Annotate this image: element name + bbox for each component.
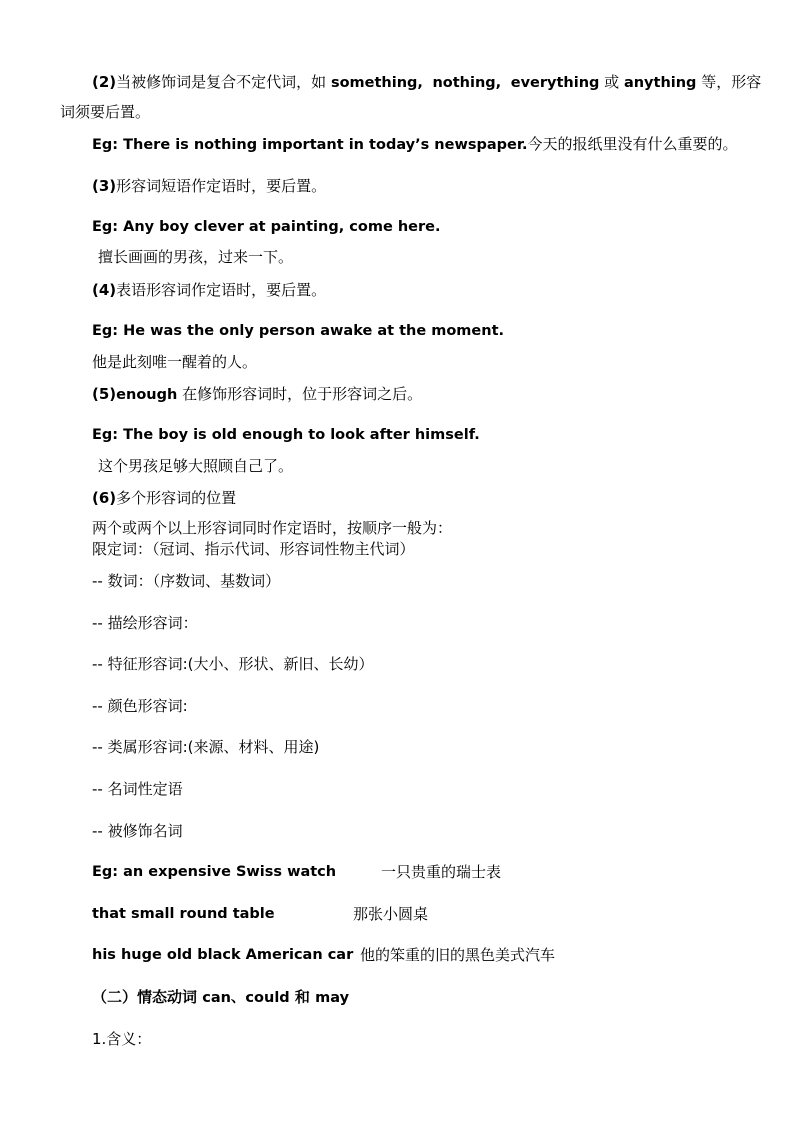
example-english: Eg: an expensive Swiss watch — [92, 864, 337, 880]
example-chinese: 这个男孩足够大照顾自己了。 — [98, 457, 294, 475]
keyword: everything — [510, 75, 600, 91]
example-english: Eg: The boy is old enough to look after himself. — [92, 427, 480, 443]
order-intro: 两个或两个以上形容词同时作定语时，按顺序一般为： — [92, 519, 453, 537]
keyword: something, — [330, 75, 423, 91]
paragraph-text: 当被修饰词是复合不定代词，如 — [116, 73, 331, 91]
item-number: (4) — [92, 281, 117, 299]
paragraph-text: 多个形容词的位置 — [116, 489, 237, 507]
item-number: (5) — [92, 385, 117, 403]
keyword: nothing, — [432, 75, 502, 91]
order-item: -- 名词性定语 — [92, 780, 183, 798]
example-chinese: 他是此刻唯一醒着的人。 — [92, 353, 258, 371]
example-chinese: 擅长画画的男孩，过来一下。 — [98, 248, 294, 266]
order-item: -- 特征形容词:(大小、形状、新旧、长幼） — [92, 655, 374, 673]
subsection-item: 1.含义： — [92, 1030, 152, 1048]
order-item: -- 被修饰名词 — [92, 822, 183, 840]
paragraph-6 — [92, 488, 236, 508]
item-number: (6) — [92, 489, 117, 507]
order-determiner: 限定词：（冠词、指示代词、形容词性物主代词） — [92, 540, 415, 558]
example-chinese: 今天的报纸里没有什么重要的。 — [527, 135, 738, 153]
section-heading-may: may — [315, 990, 350, 1006]
example-english: that small round table — [92, 906, 275, 922]
example-sentence — [92, 134, 737, 155]
paragraph-text: 在修饰形容词时，位于形容词之后。 — [177, 385, 423, 403]
item-number: (2) — [92, 73, 117, 91]
paragraph-2-line1 — [92, 72, 761, 93]
example-chinese: 一只贵重的瑞士表 — [381, 863, 502, 881]
paragraph-text: 表语形容词作定语时，要后置。 — [116, 281, 327, 299]
paragraph-text: 形容词短语作定语时，要后置。 — [116, 177, 327, 195]
order-item: -- 类属形容词:(来源、材料、用途) — [92, 738, 320, 756]
paragraph-4 — [92, 280, 326, 300]
section-heading — [92, 987, 349, 1008]
paragraph-3 — [92, 176, 326, 196]
paragraph-text: 或 — [599, 73, 624, 91]
item-number: (3) — [92, 177, 117, 195]
paragraph-2-line2: 词须要后置。 — [60, 103, 151, 121]
section-heading-words: can、could — [202, 990, 290, 1006]
paragraph-text: 等，形容 — [696, 73, 762, 91]
example-english: Eg: He was the only person awake at the moment. — [92, 323, 505, 339]
section-heading-and: 和 — [289, 988, 316, 1006]
example-english: Eg: There is nothing important in today’s newspaper. — [92, 137, 528, 153]
example-english: Eg: Any boy clever at painting, come here. — [92, 219, 441, 235]
example-english: his huge old black American car — [92, 947, 354, 963]
example-chinese: 那张小圆桌 — [353, 905, 429, 923]
paragraph-5 — [92, 384, 422, 405]
order-item: -- 数词：（序数词、基数词） — [92, 572, 281, 590]
section-heading-prefix: （二）情态动词 — [92, 988, 203, 1006]
order-item: -- 颜色形容词: — [92, 697, 188, 715]
example-chinese: 他的笨重的旧的黑色美式汽车 — [360, 946, 556, 964]
keyword: enough — [116, 387, 178, 403]
order-item: -- 描绘形容词： — [92, 614, 198, 632]
keyword: anything — [623, 75, 697, 91]
